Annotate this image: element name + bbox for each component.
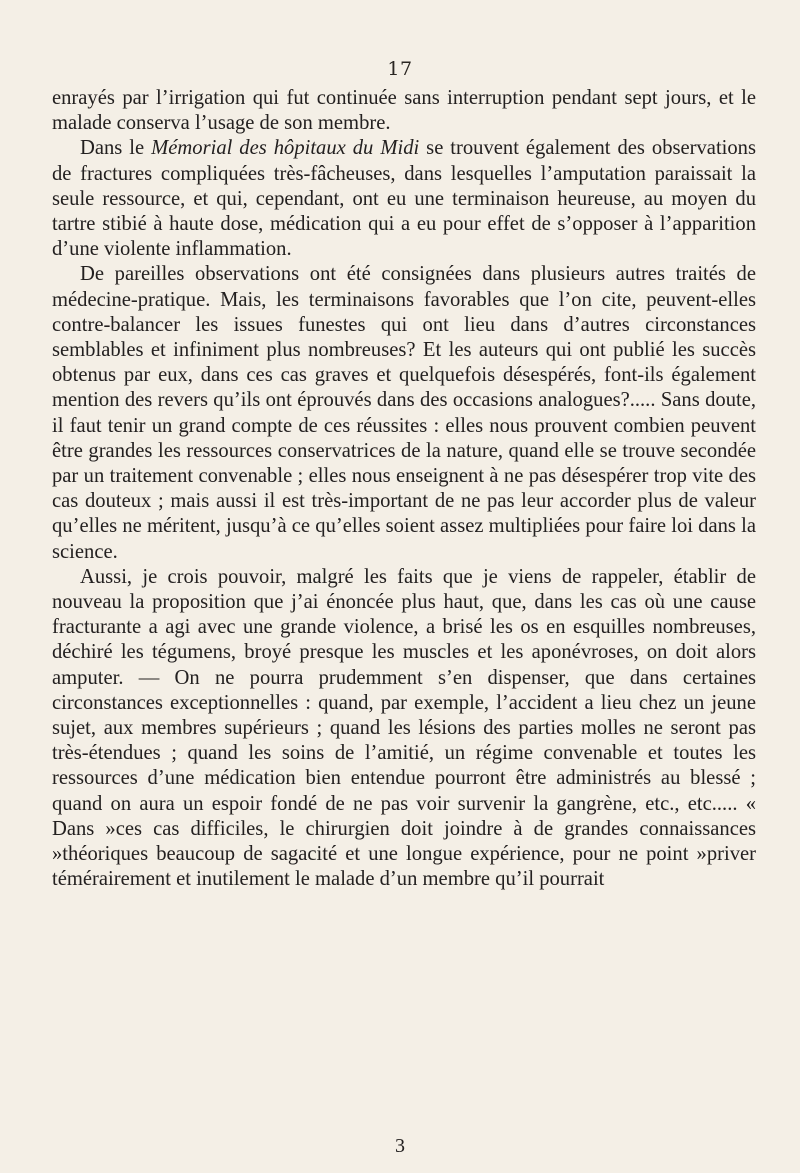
body-text bbox=[52, 86, 756, 893]
paragraph-1: enrayés par l’irrigation qui fut continuée sans interruption pendant sept jours, et le malade conserva l’usage de son membre. bbox=[52, 87, 756, 135]
paragraph-3: De pareilles observations ont été consignées dans plusieurs autres traités de médecine-pratique. Mais, les terminaisons favorables que l’on cite, peuvent-elles contre-balancer les issues funestes qui ont lieu dans d’autres circonstances semblables et infiniment plus nombreuses? Et les auteurs qui ont publié les succès obtenus par eux, dans ces cas graves et quelquefois désespérés, font-ils également mention des revers qu’ils ont éprouvés dans des occasions analogues?..... Sans doute, il faut tenir un grand compte de ces réussites : elles nous prouvent combien peuvent être grandes les ressources conservatrices de la nature, quand elle se trouve secondée par un traitement convenable ; elles nous enseignent à ne pas désespérer trop vite des cas douteux ; mais aussi il est très-important de ne pas leur accorder plus de valeur qu’elles ne méritent, jusqu’à ce qu’elles soient assez multipliées pour faire loi dans la science. bbox=[52, 263, 756, 563]
signature-mark: 3 bbox=[395, 1135, 405, 1157]
paragraph-4: Aussi, je crois pouvoir, malgré les faits que je viens de rappeler, établir de nouveau la proposition que j’ai énoncée plus haut, que, dans les cas où une cause fracturante a agi avec une grande violence, a brisé les os en esquilles nombreuses, déchiré les tégumens, broyé presque les muscles et les aponévroses, on doit alors amputer. — On ne pourra prudemment s’en dispenser, que dans certaines circonstances exceptionnelles : quand, par exemple, l’accident a lieu chez un jeune sujet, aux membres supérieurs ; quand les lésions des parties molles ne seront pas très-étendues ; quand les soins de l’amitié, un régime convenable et toutes les ressources d’une médication bien entendue pourront être administrés au blessé ; quand on aura un espoir fondé de ne pas voir survenir la gangrène, etc., etc..... « Dans »ces cas difficiles, le chirurgien doit joindre à de grandes connaissances »théoriques beaucoup de sagacité et une longue expérience, pour ne point »priver témérairement et inutilement le malade d’un membre qu’il pourrait bbox=[52, 565, 756, 891]
paragraph-2 bbox=[52, 136, 756, 262]
paragraph-2-before: Dans le bbox=[80, 137, 152, 160]
paragraph-2-after: se trouvent également des observations de fractures compliquées très-fâcheuses, dans lesquelles l’amputation paraissait la seule ressource, et qui, cependant, ont eu une terminaison heureuse, au moyen du tartre stibié à haute dose, médication qui a eu pour effet de s’opposer à l’apparition d’une violente inflammation. bbox=[52, 137, 756, 261]
page-number: 17 bbox=[387, 58, 413, 80]
memorial-title: Mémorial des hôpitaux du Midi bbox=[151, 137, 420, 160]
